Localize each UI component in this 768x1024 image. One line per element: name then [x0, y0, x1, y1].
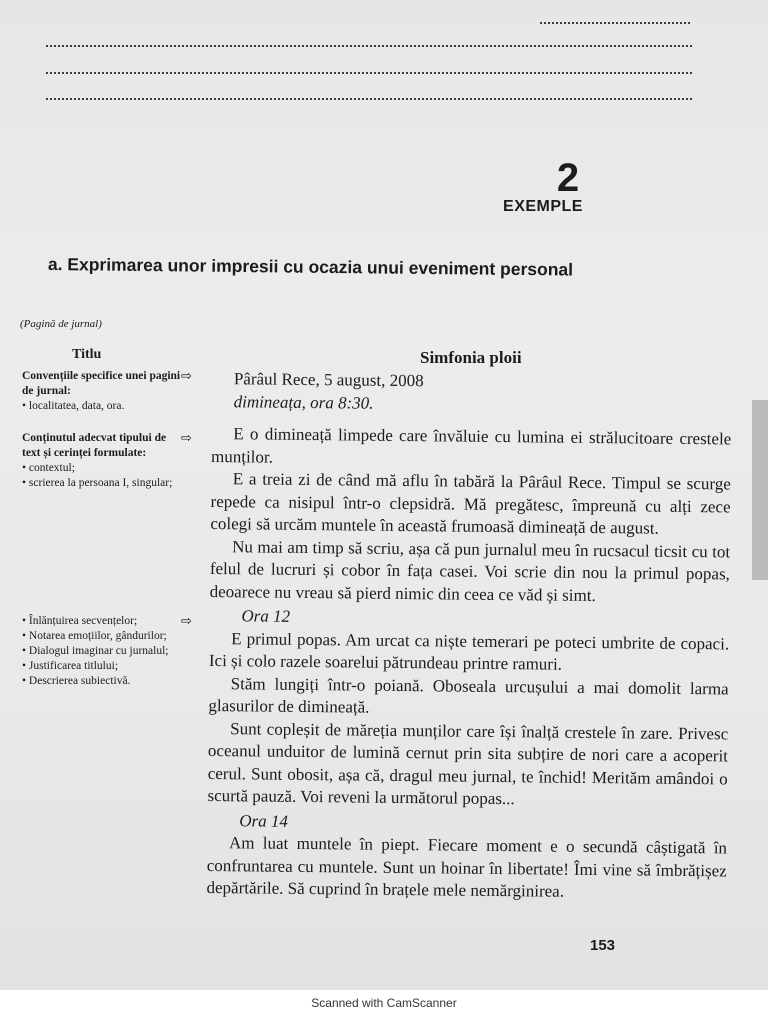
side-list-item: • Notarea emoțiilor, gândurilor; — [22, 629, 182, 644]
journal-paragraph: Nu mai am timp să scriu, așa că pun jurnalul meu în rucsacul ticsit cu tot felul de lucruri și cobor în fața casei. Voi scrie din nou la primul popas, deoarece nu vreau să pierd nimic din ceea ce văd și simt. — [209, 536, 731, 605]
side-list-item: • localitatea, data, ora. — [22, 399, 182, 414]
chapter-label: EXEMPLE — [503, 198, 583, 215]
side-list-item: • Justificarea titlului; — [22, 659, 182, 674]
arrow-right-icon: ⇨ — [181, 369, 192, 384]
note-label: (Pagină de jurnal) — [20, 318, 102, 330]
side-list-item: • Înlănțuirea secvențelor; — [22, 614, 182, 629]
side-content — [22, 431, 182, 491]
scanner-watermark: Scanned with CamScanner — [311, 996, 457, 1010]
dotted-line — [46, 98, 692, 100]
arrow-right-icon: ⇨ — [181, 431, 192, 446]
journal-title: Simfonia ploii — [420, 348, 522, 367]
journal-paragraph: Am luat muntele în piept. Fiecare moment e o secundă câștigată în confruntarea cu muntele. Sunt un hoinar în libertate! Îmi vine să îmbrățișez depărtările. Să cuprind în brațele mele nemărginirea. — [206, 833, 728, 901]
side-list-item: • Dialogul imaginar cu jurnalul; — [22, 644, 182, 659]
side-title-label: Titlu — [72, 347, 102, 362]
arrow-right-icon: ⇨ — [181, 614, 192, 629]
side-list-item: • contextul; — [22, 461, 182, 476]
side-structure — [22, 614, 182, 689]
content-heading: Conținutul adecvat tipului de text și cerinței formulate: — [22, 432, 167, 459]
journal-paragraph: Sunt copleșit de măreția munților care își înalță crestele în zare. Privesc oceanul unduitor de lumină cernut prin sita subțire de nori care a acoperit cerul. Sunt obosit, așa că, dragul meu jurnal, te închid! Merităm amândoi o scurtă pauză. Voi reveni la următorul popas... — [207, 718, 729, 809]
page-number: 153 — [590, 937, 616, 954]
section-title: a. Exprimarea unor impresii cu ocazia unui eveniment personal — [47, 254, 574, 280]
dotted-line — [46, 45, 692, 47]
side-conventions — [22, 369, 182, 414]
journal-place-date: Pârâul Rece, 5 august, 2008 — [233, 369, 424, 391]
dotted-line — [46, 72, 692, 74]
journal-time-heading: Ora 14 — [239, 810, 289, 831]
journal-body — [206, 368, 732, 905]
chapter-number: 2 — [556, 156, 580, 200]
journal-paragraph: E primul popas. Am urcat ca niște temerari pe poteci umbrite de copaci. Ici și colo razele soarelui pătrundeau printre ramuri. — [208, 628, 730, 674]
journal-paragraph: E o dimineață limpede care învăluie cu lumina ei strălucitoare crestele munților. — [210, 424, 732, 467]
side-list-item: • Descrierea subiectivă. — [22, 674, 182, 689]
dotted-line — [540, 22, 690, 24]
page-edge-shadow — [752, 400, 768, 580]
journal-time-heading: Ora 12 — [241, 606, 291, 626]
journal-time: dimineața, ora 8:30. — [233, 391, 374, 413]
conventions-heading: Convențiile specifice unei pagini de jurnal: — [22, 370, 181, 397]
side-list-item: • scrierea la persoana I, singular; — [22, 476, 182, 491]
journal-paragraph: E a treia zi de când mă aflu în tabără la Pârâul Rece. Timpul se scurge repede ca nisipul într-o clepsidră. Mă pregătesc, împreună cu alți zece colegi să urcăm muntele în această frumoasă dimineață de august. — [210, 469, 731, 538]
journal-paragraph: Stăm lungiți într-o poiană. Oboseala urcușului a mai domolit larma glasurilor de dimineață. — [208, 673, 729, 717]
